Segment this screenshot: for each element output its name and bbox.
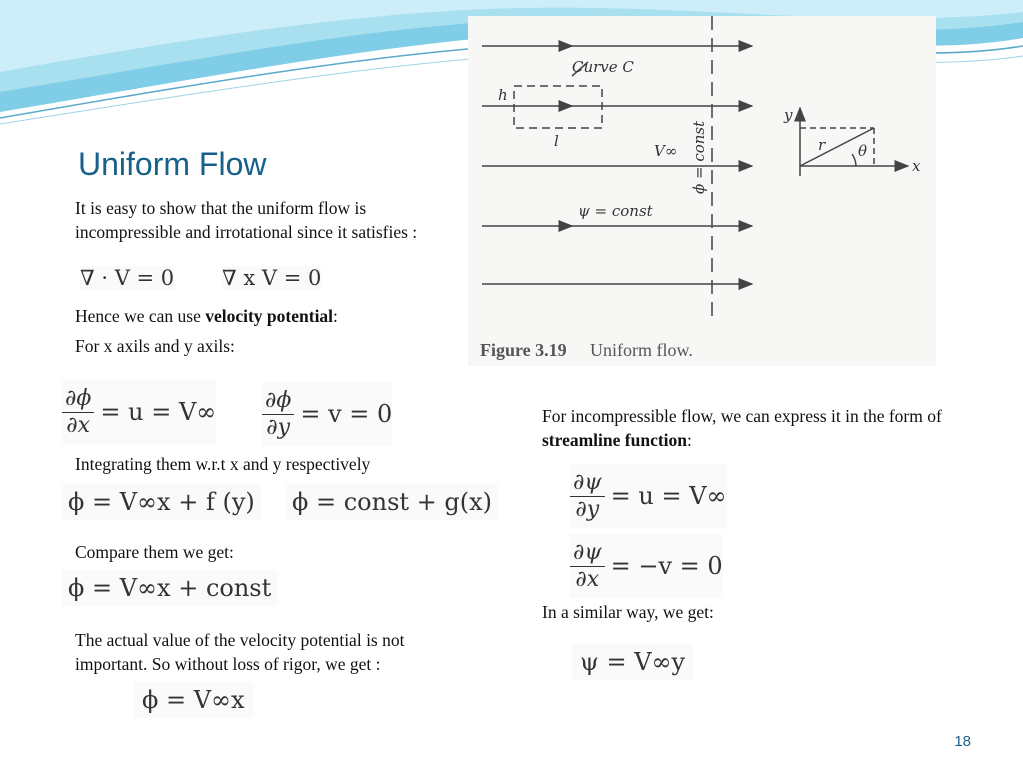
label-theta: θ [858, 142, 868, 160]
velocity-potential-line [75, 304, 338, 328]
phi-y-equation: ϕ = const + g(x) [286, 484, 498, 520]
dpsi-dy-equation [570, 464, 727, 528]
dpsi-dx-fraction: $\frac{\partial\psi}{\partial x}$ [570, 540, 605, 593]
dphi-dy-fraction: $\frac{\partial\phi}{\partial y}$ [262, 388, 294, 441]
figure-caption-number: Figure 3.19 [480, 340, 567, 360]
similar-way-text: In a similar way, we get: [542, 602, 714, 622]
psi-final-equation: ψ = V∞y [572, 644, 693, 680]
streamline-prefix: For incompressible flow, we can express it in the form of [542, 406, 942, 426]
figure-caption-text: Uniform flow. [590, 340, 693, 360]
actual-value-text: The actual value of the velocity potential is not important. So without loss of rigor, we get : [75, 630, 405, 674]
label-r: r [818, 136, 826, 154]
streamline-text [542, 404, 972, 452]
integrating-text: Integrating them w.r.t x and y respectively [75, 454, 371, 474]
slide-title: Uniform Flow [78, 146, 267, 182]
dphi-dx-equation [62, 380, 216, 444]
dphi-dx-rhs: = u = V∞ [100, 398, 217, 426]
label-h: h [498, 86, 508, 104]
velocity-potential-suffix: : [333, 306, 338, 326]
phi-x-equation: ϕ = V∞x + f (y) [62, 484, 261, 520]
intro-text: It is easy to show that the uniform flow is incompressible and irrotational since it satisfies : [75, 198, 418, 242]
streamline-bold: streamline function [542, 430, 688, 450]
label-v-infinity: V∞ [654, 142, 678, 160]
dpsi-dx-equation [570, 534, 723, 598]
dpsi-dy-rhs: = u = V∞ [610, 482, 727, 510]
compare-text: Compare them we get: [75, 542, 234, 562]
uniform-flow-diagram [468, 16, 936, 366]
label-curve-c: Curve C [572, 58, 634, 76]
label-l: l [554, 132, 559, 150]
label-x-axis: x [912, 157, 921, 175]
uniform-flow-figure [468, 16, 936, 366]
axes-text: For x axils and y axils: [75, 336, 235, 356]
page-number: 18 [954, 733, 971, 750]
dphi-dx-fraction: $\frac{\partial\phi}{\partial x}$ [62, 386, 94, 439]
dpsi-dy-fraction: $\frac{\partial\psi}{\partial y}$ [570, 470, 605, 523]
velocity-potential-prefix: Hence we can use [75, 306, 206, 326]
curl-equation: ∇ x V = 0 [222, 266, 322, 290]
label-phi-const: ϕ = const [690, 120, 708, 194]
velocity-potential-bold: velocity potential [205, 306, 334, 326]
phi-const-equation: ϕ = V∞x + const [62, 570, 277, 606]
label-y-axis: y [784, 106, 793, 124]
divergence-equation: ∇ · V = 0 [80, 266, 175, 290]
streamline-suffix: : [687, 430, 692, 450]
dpsi-dx-rhs: = −v = 0 [610, 552, 723, 580]
dphi-dy-equation [262, 382, 392, 446]
label-psi-const: ψ = const [578, 202, 653, 220]
dphi-dy-rhs: = v = 0 [300, 400, 393, 428]
phi-final-equation: ϕ = V∞x [134, 682, 253, 718]
